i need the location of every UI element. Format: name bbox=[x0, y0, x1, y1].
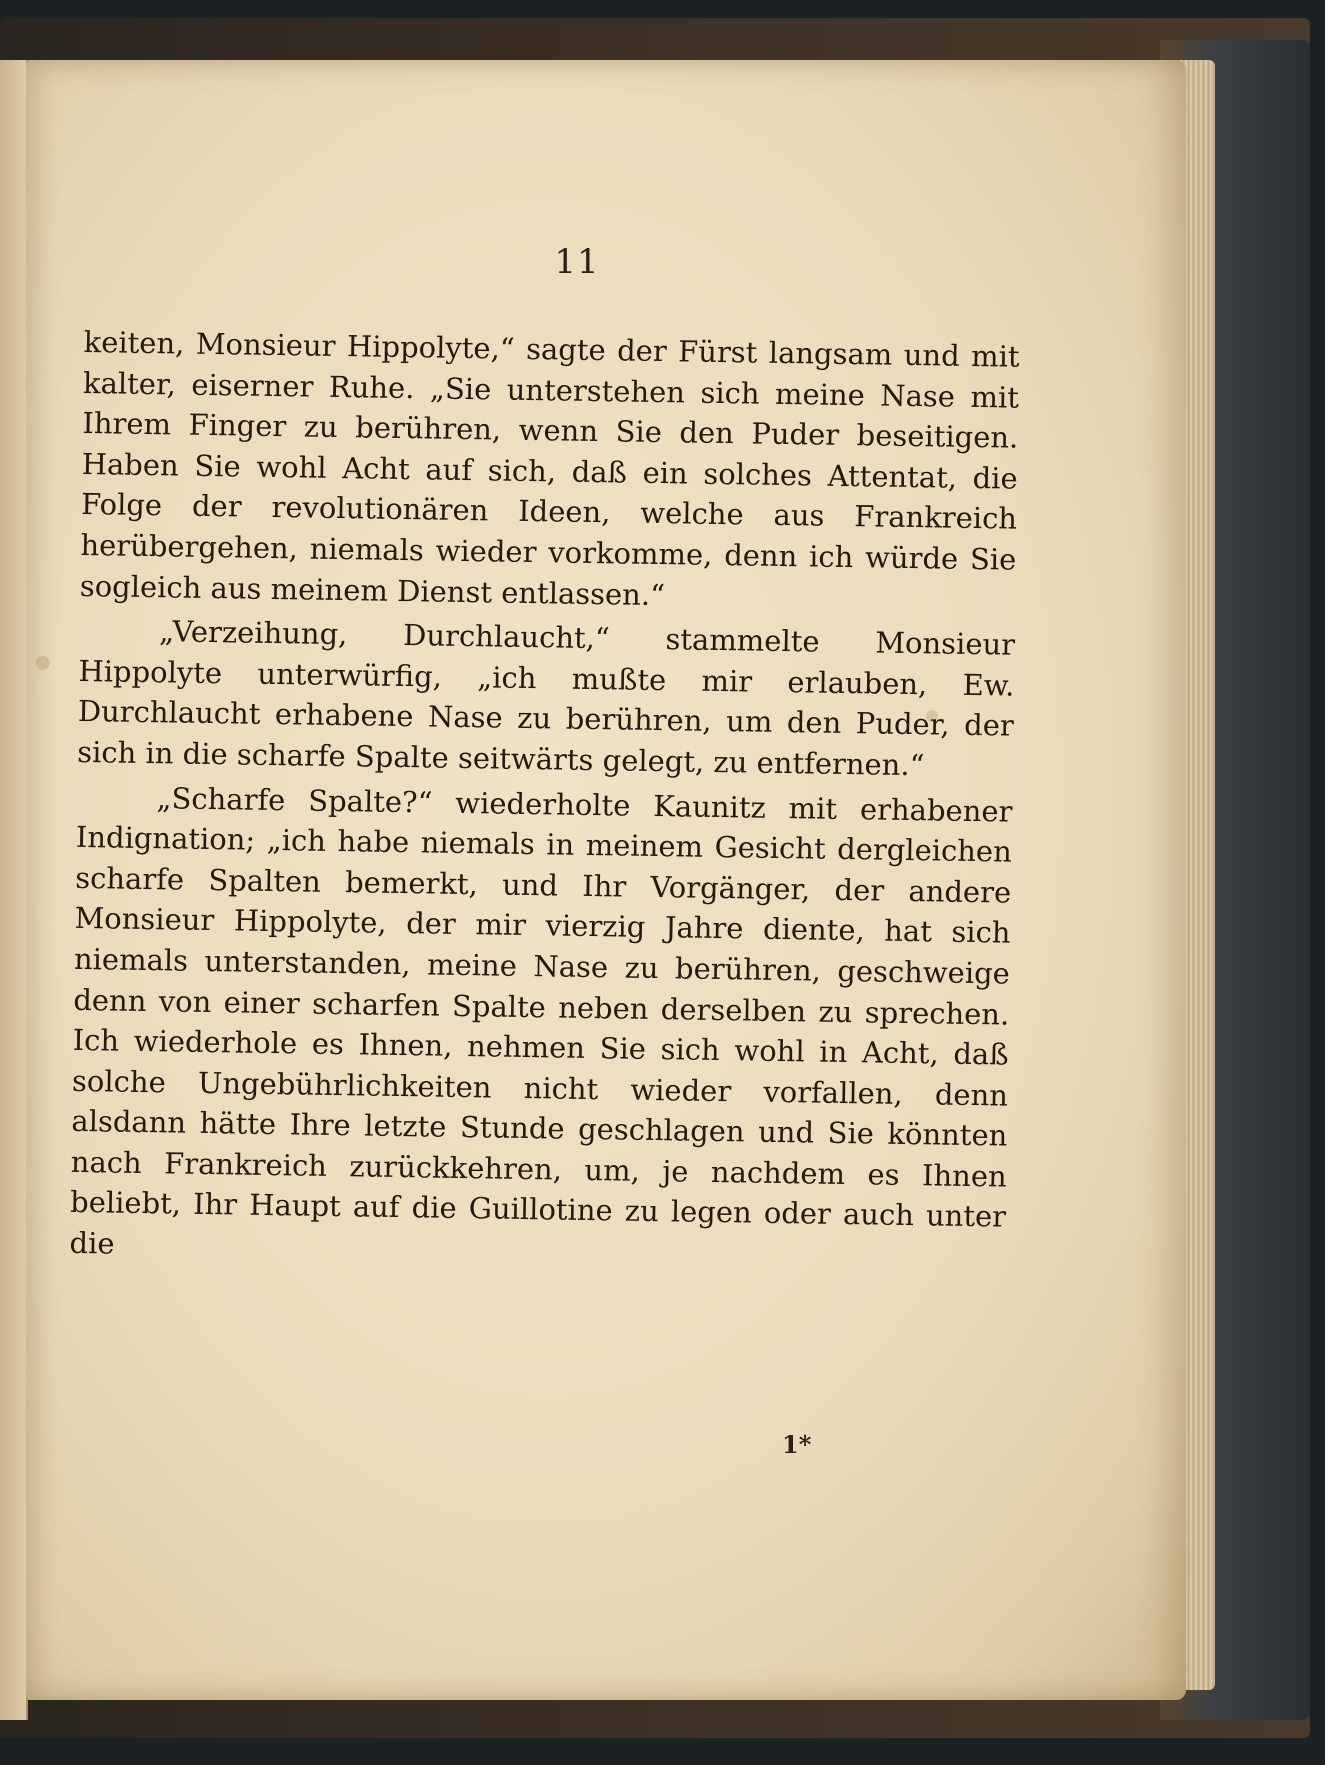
book-page bbox=[26, 60, 1186, 1700]
page-stain bbox=[36, 656, 50, 670]
paragraph: „Scharfe Spalte?“ wiederholte Kaunitz mit erhabener Indignation; „ich habe niemals in meinem Gesicht dergleichen scharfe Spalten bemerkt, und Ihr Vorgänger, der andere Monsieur Hippolyte, der mir vierzig Jahre diente, hat sich niemals unterstanden, meine Nase zu berühren, geschweige denn von einer scharfen Spalte neben derselben zu sprechen. Ich wiederhole es Ihnen, nehmen Sie sich wohl in Acht, daß solche Ungebührlichkeiten nicht wieder vorfallen, denn alsdann hätte Ihre letzte Stunde geschlagen und Sie könnten nach Frankreich zurückkehren, um, je nachdem es Ihnen beliebt, Ihr Haupt auf die Guillotine zu legen oder auch unter die bbox=[69, 780, 1013, 1261]
signature-mark: 1* bbox=[782, 1430, 812, 1459]
page-text bbox=[69, 322, 1020, 1282]
paragraph: „Verzeihung, Durchlaucht,“ stammelte Monsieur Hippolyte unterwürfig, „ich mußte mir erlauben, Ew. Durchlaucht erhabene Nase zu berühren, um den Puder, der sich in die scharfe Spalte seitwärts gelegt, zu entfernen.“ bbox=[76, 614, 1016, 783]
facing-page-edge bbox=[0, 60, 28, 1720]
paragraph: keiten, Monsieur Hippolyte,“ sagte der Fürst langsam und mit kalter, eiserner Ruhe. „Sie unterstehen sich meine Nase mit Ihrem Finger zu berühren, wenn Sie den Puder beseitigen. Haben Sie wohl Acht auf sich, daß ein solches Attentat, die Folge der revolutionären Ideen, welche aus Frankreich herübergehen, niemals wieder vorkomme, denn ich würde Sie sogleich aus meinem Dienst entlassen.“ bbox=[79, 324, 1020, 612]
page-number: 11 bbox=[554, 242, 600, 282]
